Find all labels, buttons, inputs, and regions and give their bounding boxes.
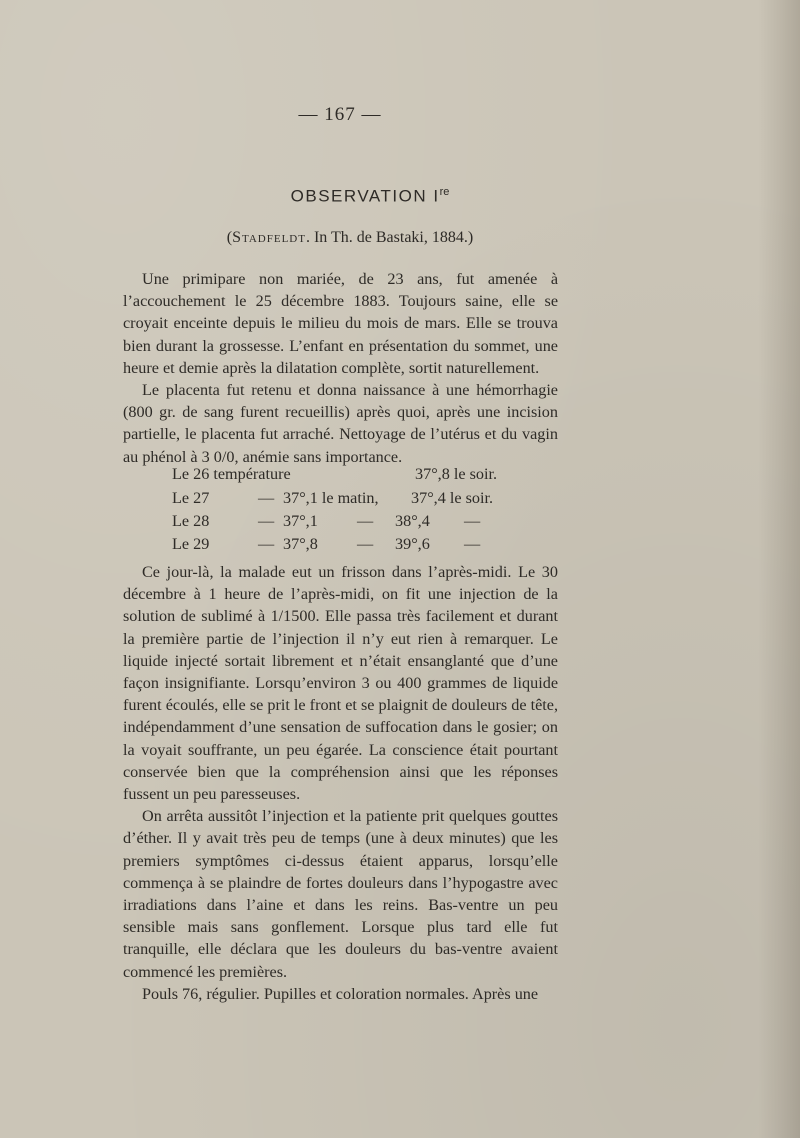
source-citation	[0, 229, 700, 247]
temperature-date: Le 27	[172, 489, 210, 507]
temperature-evening: 38°,4	[395, 512, 430, 530]
body-text-bottom	[123, 561, 558, 1005]
temperature-morning: 37°,1 le matin,	[283, 489, 379, 507]
paragraph: Pouls 76, régulier. Pupilles et coloration normales. Après une	[142, 984, 539, 1003]
source-rest: . In Th. de Bastaki, 1884.)	[305, 229, 474, 246]
body-text-top	[123, 268, 558, 468]
source-author: Stadfeldt	[232, 229, 306, 246]
temperature-evening: 37°,4 le soir.	[411, 489, 494, 507]
observation-title-sup: re	[439, 186, 450, 198]
temperature-morning: 37°,1	[283, 512, 318, 530]
temperature-evening: 39°,6	[395, 535, 430, 553]
paragraph: Une primipare non mariée, de 23 ans, fut amenée à l’accouchement le 25 décembre 1883. Toujours saine, elle se croyait enceinte depuis le milieu du mois de mars. Elle se trouva bien durant la grossesse. L’enfant en présentation du sommet, une heure et demie après la dilatation complète, sortit naturellement.	[123, 270, 558, 377]
page-number: — 167 —	[298, 104, 382, 125]
source-open: (	[226, 229, 233, 246]
paragraph: On arrêta aussitôt l’injection et la patiente prit quelques gouttes d’éther. Il y avait très peu de temps (une à deux minutes) que les premiers symptômes ci-dessus étaient apparus, lorsqu’elle commença à se plaindre de fortes douleurs dans l’hypogastre avec irradiations dans l’aine et dans les reins. Bas-ventre un peu sensible mais sans gonflement. Lorsque plus tard elle fut tranquille, elle déclara que les douleurs du bas-ventre avaient commencé les premières.	[123, 807, 558, 981]
ditto-dash: —	[258, 489, 275, 507]
ditto-dash: —	[357, 512, 374, 530]
observation-title	[0, 186, 740, 207]
ditto-dash: —	[464, 512, 481, 530]
temperature-date: Le 28	[172, 512, 210, 530]
temperature-value: 37°,8 le soir.	[415, 465, 498, 483]
observation-title-text: OBSERVATION I	[290, 186, 440, 206]
temperature-date: Le 26 température	[172, 465, 291, 483]
paragraph: Le placenta fut retenu et donna naissance à une hémorrhagie (800 gr. de sang furent recueillis) après quoi, après une incision partielle, le placenta fut arraché. Nettoyage de l’utérus et du vagin au phénol à 3 0/0, anémie sans importance.	[123, 381, 558, 466]
paragraph: Ce jour-là, la malade eut un frisson dans l’après-midi. Le 30 décembre à 1 heure de l’après-midi, on fit une injection de la solution de sublimé à 1/1500. Elle passa très facilement et durant la première partie de l’injection il n’y eut rien à remarquer. Le liquide injecté sortait librement et n’était ensanglanté que d’une façon insignifiante. Lorsqu’environ 3 ou 400 grammes de liquide furent écoulés, elle se prit le front et se plaignit de douleurs de tête, indépendamment d’une sensation de suffocation dans le gosier; on la voyait souffrante, un peu égarée. La conscience était pourtant conservée bien que la compréhension ainsi que les réponses fussent un peu paresseuses.	[123, 563, 558, 804]
ditto-dash: —	[464, 535, 481, 553]
ditto-dash: —	[357, 535, 374, 553]
temperature-morning: 37°,8	[283, 535, 318, 553]
page-edge-shadow	[758, 0, 800, 1138]
ditto-dash: —	[258, 535, 275, 553]
ditto-dash: —	[258, 512, 275, 530]
temperature-date: Le 29	[172, 535, 210, 553]
